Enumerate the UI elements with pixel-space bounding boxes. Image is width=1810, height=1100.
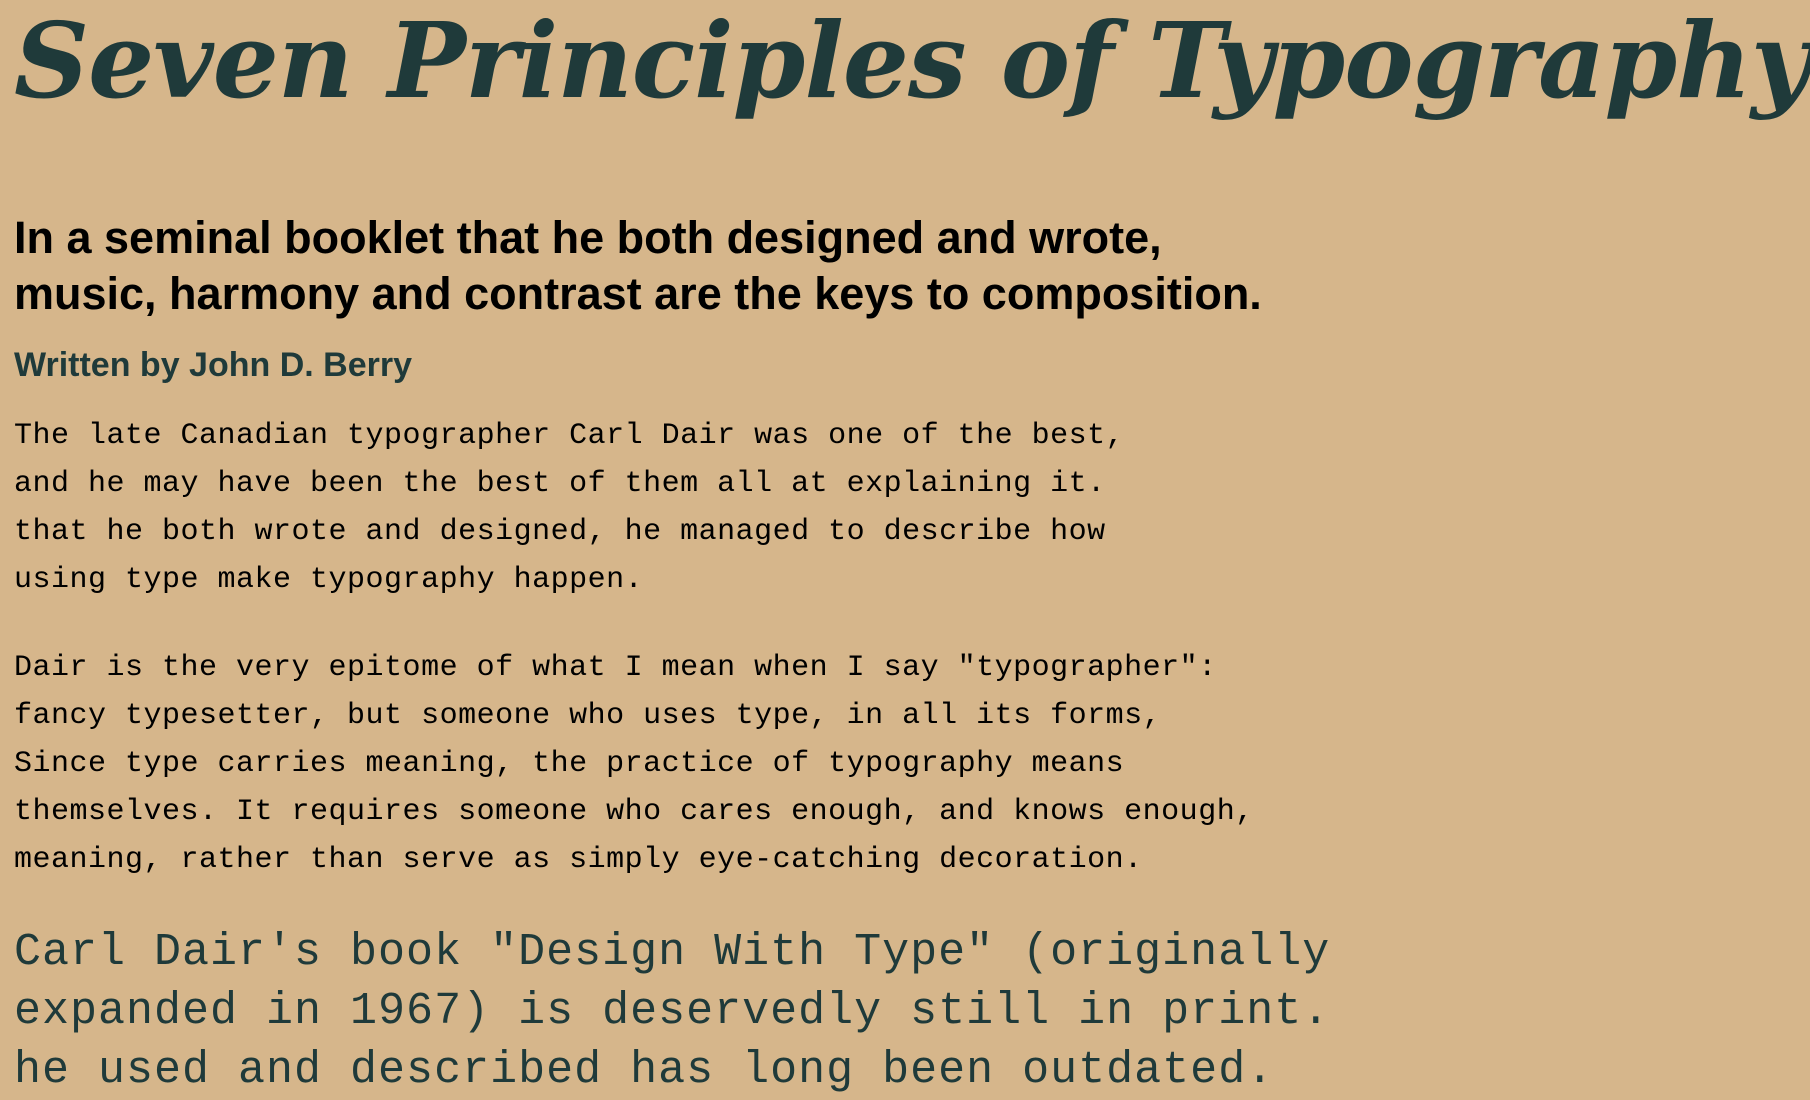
body-line: themselves. It requires someone who cares enough, and knows enough, — [14, 795, 1254, 829]
body-line: The late Canadian typographer Carl Dair was one of the best, — [14, 419, 1125, 453]
body-line: meaning, rather than serve as simply eye-catching decoration. — [14, 843, 1143, 877]
pull-quote-line: expanded in 1967) is deservedly still in print. — [14, 986, 1331, 1037]
byline: Written by John D. Berry — [14, 346, 412, 384]
pull-quote-line: he used and described has long been outdated. — [14, 1045, 1275, 1096]
body-line: fancy typesetter, but someone who uses type, in all its forms, — [14, 699, 1162, 733]
deck-line: music, harmony and contrast are the keys to composition. — [14, 268, 1262, 319]
article-title: Seven Principles of Typography — [14, 0, 1810, 122]
body-line: Dair is the very epitome of what I mean when I say "typographer": — [14, 651, 1217, 685]
body-line: Since type carries meaning, the practice of typography means — [14, 747, 1125, 781]
body-line: and he may have been the best of them all at explaining it. — [14, 467, 1106, 501]
deck-line: In a seminal booklet that he both designed and wrote, — [14, 212, 1162, 263]
body-line: that he both wrote and designed, he managed to describe how — [14, 515, 1106, 549]
body-line: using type make typography happen. — [14, 563, 644, 597]
pull-quote-line: Carl Dair's book "Design With Type" (originally — [14, 927, 1331, 978]
